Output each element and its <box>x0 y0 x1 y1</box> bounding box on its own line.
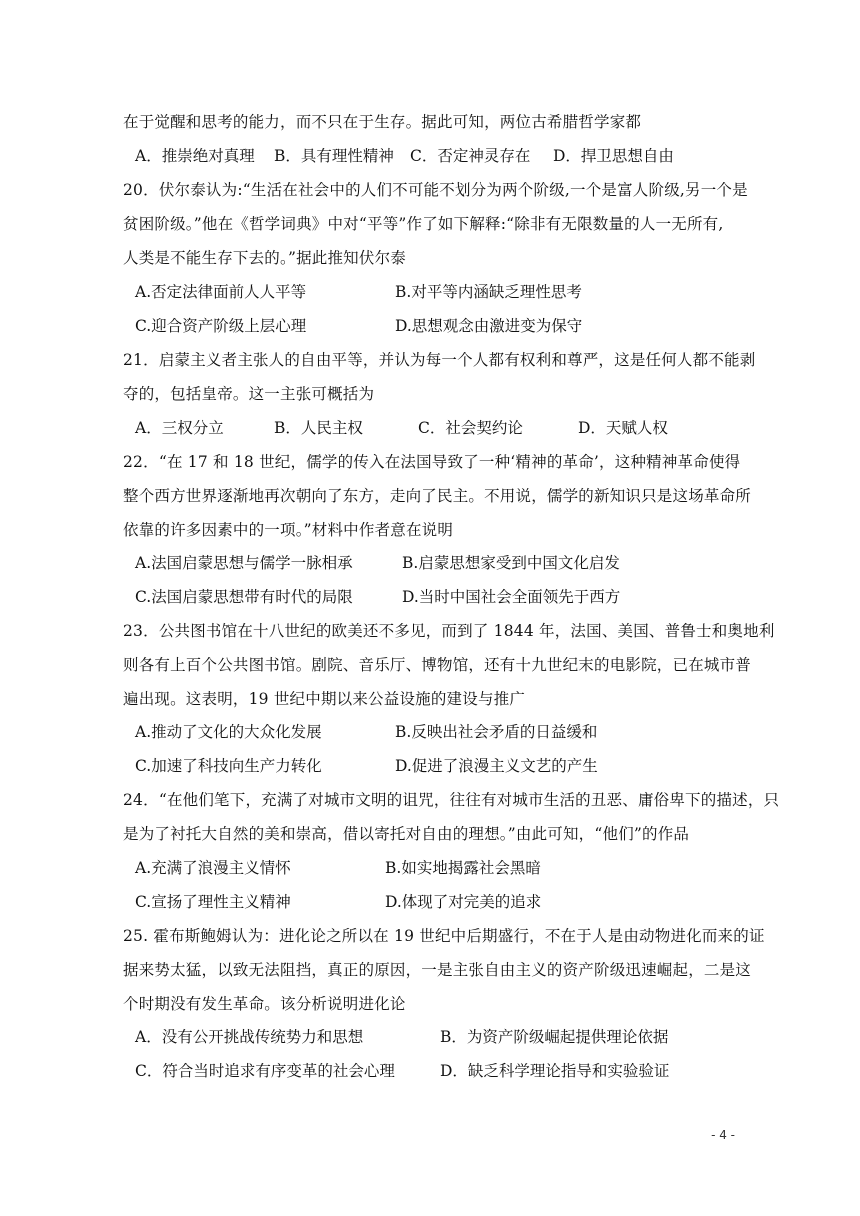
q22-options-row-1 <box>135 553 695 573</box>
q20-options-row-1 <box>135 282 695 302</box>
q20-option-c: C.迎合资产阶级上层心理 <box>135 317 307 335</box>
q19-stem-tail: 在于觉醒和思考的能力，而不只在于生存。据此可知，两位古希腊哲学家都 <box>123 113 642 131</box>
q25-option-d: D．缺乏科学理论指导和实验验证 <box>440 1062 670 1080</box>
q23-options-row-2 <box>135 756 695 776</box>
q22-stem-line-1: 22．“在 17 和 18 世纪，儒学的传入在法国导致了一种‘精神的革命’，这种精神革命使得 <box>123 453 741 471</box>
q25-stem-line-2: 据来势太猛，以致无法阻挡，真正的原因，一是主张自由主义的资产阶级迅速崛起，二是这 <box>123 961 752 979</box>
q23-option-a: A.推动了文化的大众化发展 <box>135 723 322 741</box>
q22-options-row-2 <box>135 587 695 607</box>
q23-option-b: B.反映出社会矛盾的日益缓和 <box>395 723 598 741</box>
q21-option-c: C．社会契约论 <box>418 419 523 437</box>
q21-options <box>135 418 695 438</box>
q25-options-row-2 <box>135 1061 715 1081</box>
q23-option-c: C.加速了科技向生产力转化 <box>135 757 322 775</box>
q22-option-a: A.法国启蒙思想与儒学一脉相承 <box>135 554 353 572</box>
q25-stem-line-1: 25. 霍布斯鲍姆认为：进化论之所以在 19 世纪中后期盛行，不在于人是由动物进化而来的证 <box>123 927 765 945</box>
q19-option-c: C．否定神灵存在 <box>410 147 531 165</box>
q22-option-b: B.启蒙思想家受到中国文化启发 <box>402 554 620 572</box>
q19-option-d: D．捍卫思想自由 <box>553 147 674 165</box>
page-number: - 4 - <box>711 1128 735 1142</box>
q25-option-c: C．符合当时追求有序变革的社会心理 <box>135 1062 395 1080</box>
q24-stem-line-1: 24．“在他们笔下，充满了对城市文明的诅咒，往往有对城市生活的丑恶、庸俗卑下的描述，只 <box>123 791 780 809</box>
q21-option-d: D．天赋人权 <box>578 419 668 437</box>
q25-stem-line-3: 个时期没有发生革命。该分析说明进化论 <box>123 995 406 1013</box>
q23-option-d: D.促进了浪漫主义文艺的产生 <box>395 757 598 775</box>
q20-option-d: D.思想观念由激进变为保守 <box>395 317 583 335</box>
q20-options-row-2 <box>135 316 695 336</box>
q23-stem-line-1: 23．公共图书馆在十八世纪的欧美还不多见，而到了 1844 年，法国、美国、普鲁士和奥地利 <box>123 622 775 640</box>
q20-stem-line-2: 贫困阶级。”他在《哲学词典》中对“平等”作了如下解释:“除非有无限数量的人一无所有, <box>123 215 724 233</box>
q21-option-b: B．人民主权 <box>274 419 363 437</box>
q21-stem-line-1: 21．启蒙主义者主张人的自由平等，并认为每一个人都有权利和尊严，这是任何人都不能剥 <box>123 351 756 369</box>
q19-options <box>135 146 695 166</box>
q24-option-b: B.如实地揭露社会黑暗 <box>385 859 541 877</box>
q20-option-a: A.否定法律面前人人平等 <box>135 283 307 301</box>
q19-option-a: A．推崇绝对真理 <box>135 147 255 165</box>
q25-option-b: B．为资产阶级崛起提供理论依据 <box>440 1028 669 1046</box>
q24-options-row-2 <box>135 892 695 912</box>
q20-option-b: B.对平等内涵缺乏理性思考 <box>395 283 582 301</box>
q24-option-a: A.充满了浪漫主义情怀 <box>135 859 291 877</box>
q24-option-c: C.宣扬了理性主义精神 <box>135 893 291 911</box>
q22-option-d: D.当时中国社会全面领先于西方 <box>402 588 621 606</box>
q20-stem-line-1: 20．伏尔泰认为:“生活在社会中的人们不可能不划分为两个阶级,一个是富人阶级,另一个是 <box>123 181 748 199</box>
q23-stem-line-2: 则各有上百个公共图书馆。剧院、音乐厅、博物馆，还有十九世纪末的电影院，已在城市普 <box>123 656 752 674</box>
q19-option-b: B．具有理性精神 <box>274 147 394 165</box>
q21-stem-line-2: 夺的，包括皇帝。这一主张可概括为 <box>123 385 375 403</box>
q23-stem-line-3: 遍出现。这表明，19 世纪中期以来公益设施的建设与推广 <box>123 690 526 708</box>
q22-option-c: C.法国启蒙思想带有时代的局限 <box>135 588 353 606</box>
q24-options-row-1 <box>135 858 695 878</box>
q24-stem-line-2: 是为了衬托大自然的美和崇高，借以寄托对自由的理想。”由此可知，“他们”的作品 <box>123 825 690 843</box>
q22-stem-line-2: 整个西方世界逐渐地再次朝向了东方，走向了民主。不用说，儒学的新知识只是这场革命所 <box>123 487 752 505</box>
q21-option-a: A．三权分立 <box>135 419 224 437</box>
q25-options-row-1 <box>135 1027 715 1047</box>
q23-options-row-1 <box>135 722 695 742</box>
q22-stem-line-3: 依靠的许多因素中的一项。”材料中作者意在说明 <box>123 521 454 539</box>
q20-stem-line-3: 人类是不能生存下去的。”据此推知伏尔泰 <box>123 249 406 267</box>
q25-option-a: A．没有公开挑战传统势力和思想 <box>135 1028 364 1046</box>
q24-option-d: D.体现了对完美的追求 <box>385 893 542 911</box>
